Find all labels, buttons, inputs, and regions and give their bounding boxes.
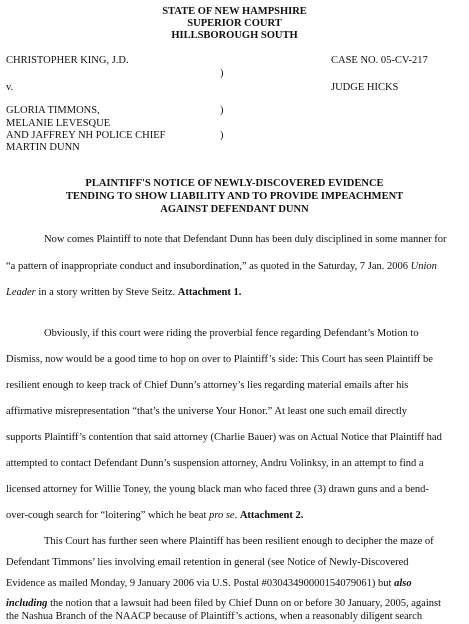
paragraph-2-line: resilient enough to keep track of Chief Dunn’s attorney’s lies regarding material emails after his xyxy=(6,380,409,391)
paragraph-2-line: Obviously, if this court were riding the proverbial fence regarding Defendant’s Motion to xyxy=(44,328,419,339)
paragraph-3-line: including the notion that a lawsuit had been filed by Chief Dunn on or before 30 January, 2005, against xyxy=(6,598,441,609)
paragraph-3-line: Defendant Timmons’ lies involving email retention in general (see Notice of Newly-Discovered xyxy=(6,557,409,568)
paragraph-2-line: attempted to contact Defendant Dunn’s suspension attorney, Andru Volinksy, in an attempt to find a xyxy=(6,458,424,469)
header-state: STATE OF NEW HAMPSHIRE xyxy=(162,6,307,17)
paragraph-3-line: This Court has further seen where Plaintiff has been resilient enough to decipher the maze of xyxy=(44,536,434,547)
document-title-line: PLAINTIFF'S NOTICE OF NEWLY-DISCOVERED EVIDENCE xyxy=(85,178,384,189)
paragraph-2-line: licensed attorney for Willie Toney, the young black man who faced three (3) drawn guns and a bend- xyxy=(6,484,429,495)
caption-judge: JUDGE HICKS xyxy=(331,82,399,93)
document-title-line: AGAINST DEFENDANT DUNN xyxy=(160,204,309,215)
paragraph-1-line: Now comes Plaintiff to note that Defendant Dunn has been duly disciplined in some manner for xyxy=(44,234,447,245)
caption-bracket: ) xyxy=(220,130,224,141)
document-title-line: TENDING TO SHOW LIABILITY AND TO PROVIDE IMPEACHMENT xyxy=(65,191,404,202)
paragraph-2-line: supports Plaintiff’s contention that said attorney (Charlie Bauer) was on Actual Notice that Plaintiff had xyxy=(6,432,442,443)
caption-bracket: ) xyxy=(220,68,224,79)
caption-defendant-line: GLORIA TIMMONS, xyxy=(6,105,100,116)
caption-versus: v. xyxy=(6,82,14,93)
paragraph-2-line: over-cough search for “loitering” which he beat pro se. Attachment 2. xyxy=(6,510,304,521)
paragraph-1-line: “a pattern of inappropriate conduct and insubordination,” as quoted in the Saturday, 7 Jan. 2006 Union xyxy=(6,261,437,272)
paragraph-3-line: the Nashua Branch of the NAACP because of Plaintiff’s actions, when a reasonably diligent search xyxy=(6,611,423,622)
caption-case-no: CASE NO. 05-CV-217 xyxy=(331,55,428,66)
caption-defendant-line: AND JAFFREY NH POLICE CHIEF xyxy=(6,130,166,141)
paragraph-2-line: affirmative misrepresentation “that’s the universe Your Honor.” At least one such email directly xyxy=(6,406,408,417)
header-court: SUPERIOR COURT xyxy=(187,18,282,29)
caption-bracket: ) xyxy=(220,105,224,116)
caption-plaintiff: CHRISTOPHER KING, J.D. xyxy=(6,55,129,66)
paragraph-2-line: Dismiss, now would be a good time to hop on over to Plaintiff’s side: This Court has seen Plaintiff be xyxy=(6,354,433,365)
paragraph-1-line: Leader in a story written by Steve Seitz. Attachment 1. xyxy=(6,287,242,298)
paragraph-3-line: Evidence as mailed Monday, 9 January 2006 via U.S. Postal #03043490000154079061) but also xyxy=(6,578,412,589)
caption-defendant-line: MARTIN DUNN xyxy=(6,142,80,153)
caption-defendant-line: MELANIE LEVESQUE xyxy=(6,118,111,129)
attachment-1-ref: Attachment 1. xyxy=(177,287,242,298)
header-district: HILLSBOROUGH SOUTH xyxy=(171,30,298,41)
attachment-2-ref: Attachment 2. xyxy=(239,510,304,521)
